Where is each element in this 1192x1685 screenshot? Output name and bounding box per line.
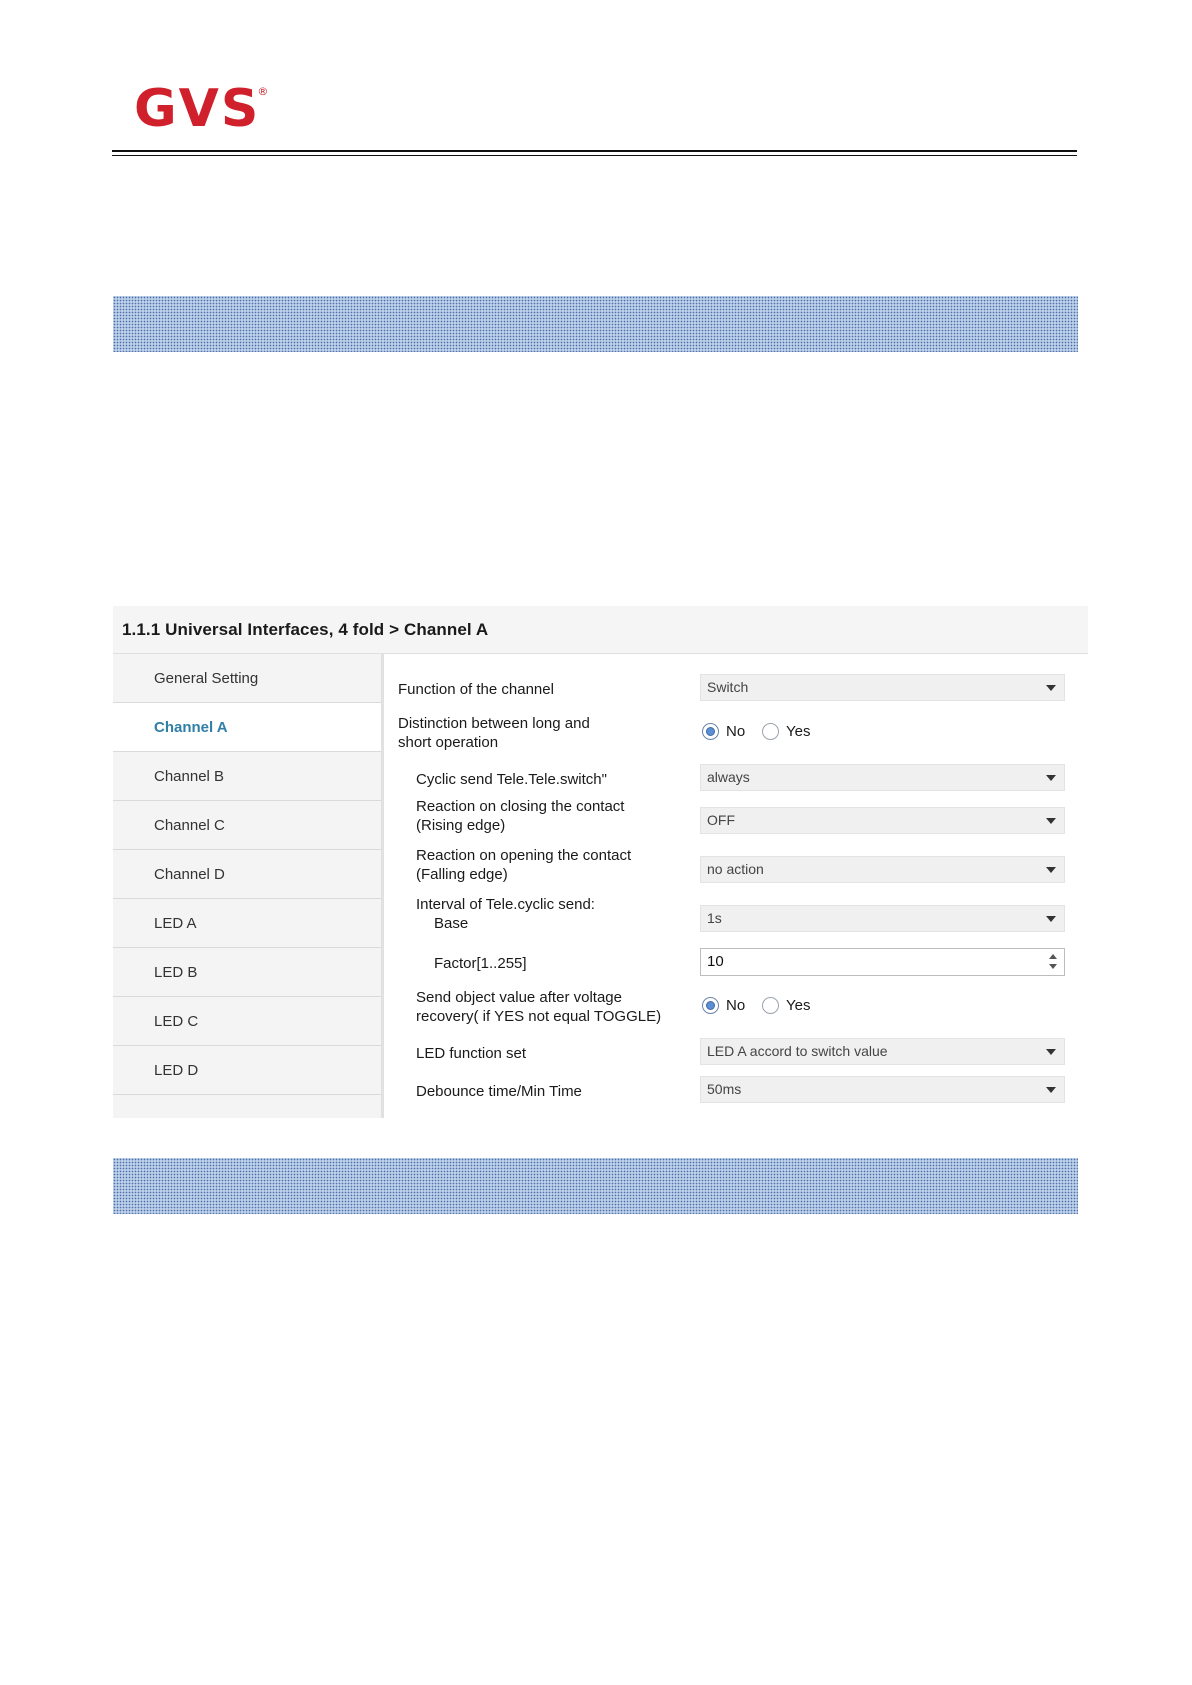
chevron-down-icon — [1046, 775, 1056, 781]
sidebar-item-channel-d[interactable]: Channel D — [113, 850, 381, 899]
radio-unselected-icon — [762, 723, 779, 740]
cyclic-send-label: Cyclic send Tele.Tele.switch" — [416, 771, 607, 788]
spinner — [1048, 952, 1058, 972]
send-after-recovery-line2: recovery( if YES not equal TOGGLE) — [416, 1008, 662, 1025]
section-heading-band — [113, 296, 1078, 352]
cyclic-send-value: always — [707, 769, 750, 785]
factor-value: 10 — [707, 953, 724, 970]
function-value: Switch — [707, 679, 749, 695]
radio-label-no: No — [726, 723, 746, 740]
distinction-label-line1: Distinction between long and — [398, 715, 590, 732]
debounce-label: Debounce time/Min Time — [416, 1083, 582, 1100]
interval-base-value: 1s — [707, 910, 722, 926]
chevron-down-icon — [1046, 916, 1056, 922]
interval-label-line1: Interval of Tele.cyclic send: — [416, 896, 595, 913]
interval-base-select[interactable] — [700, 905, 1065, 932]
radio-label-yes: Yes — [786, 723, 811, 740]
parameter-dialog — [113, 606, 1088, 1118]
radio-selected-icon — [702, 997, 719, 1014]
sidebar-item-led-b[interactable]: LED B — [113, 948, 381, 997]
closing-label — [416, 797, 624, 835]
chevron-down-icon — [1046, 1087, 1056, 1093]
debounce-value: 50ms — [707, 1081, 742, 1097]
spin-up-icon[interactable] — [1049, 954, 1057, 959]
cyclic-send-select[interactable] — [700, 764, 1065, 791]
header-rule-thick — [112, 150, 1077, 152]
sidebar-item-channel-c[interactable]: Channel C — [113, 801, 381, 850]
send-after-recovery-line1: Send object value after voltage — [416, 989, 622, 1006]
distinction-label-line2: short operation — [398, 734, 499, 751]
channel-sidebar — [113, 654, 384, 1118]
factor-label: Factor[1..255] — [434, 955, 527, 972]
sidebar-item-led-a[interactable]: LED A — [113, 899, 381, 948]
send-after-recovery-label — [416, 988, 661, 1026]
radio-label-no: No — [726, 997, 746, 1014]
chevron-down-icon — [1046, 685, 1056, 691]
sidebar-item-led-c[interactable]: LED C — [113, 997, 381, 1046]
opening-select[interactable] — [700, 856, 1065, 883]
closing-value: OFF — [707, 812, 735, 828]
sidebar-item-led-d[interactable]: LED D — [113, 1046, 381, 1095]
opening-label-line2: (Falling edge) — [416, 866, 508, 883]
led-function-value: LED A accord to switch value — [707, 1043, 888, 1059]
header-rule-thin — [112, 155, 1077, 156]
radio-selected-icon — [702, 723, 719, 740]
radio-label-yes: Yes — [786, 997, 811, 1014]
closing-select[interactable] — [700, 807, 1065, 834]
opening-label — [416, 846, 631, 884]
sidebar-item-channel-a[interactable]: Channel A — [113, 703, 381, 752]
led-function-select[interactable] — [700, 1038, 1065, 1065]
closing-label-line1: Reaction on closing the contact — [416, 798, 625, 815]
debounce-select[interactable] — [700, 1076, 1065, 1103]
registered-mark: ® — [257, 85, 271, 98]
function-label: Function of the channel — [398, 681, 554, 698]
interval-label — [416, 895, 595, 933]
spin-down-icon[interactable] — [1049, 964, 1057, 969]
closing-label-line2: (Rising edge) — [416, 817, 506, 834]
led-function-label: LED function set — [416, 1045, 527, 1062]
logo-text: GVS — [134, 79, 261, 139]
chevron-down-icon — [1046, 867, 1056, 873]
section-heading-band — [113, 1158, 1078, 1214]
parameter-panel — [384, 654, 1088, 1118]
factor-input[interactable] — [700, 948, 1065, 976]
opening-value: no action — [707, 861, 764, 877]
chevron-down-icon — [1046, 818, 1056, 824]
sidebar-item-channel-b[interactable]: Channel B — [113, 752, 381, 801]
chevron-down-icon — [1046, 1049, 1056, 1055]
gvs-logo — [134, 79, 271, 139]
function-select[interactable] — [700, 674, 1065, 701]
dialog-title: 1.1.1 Universal Interfaces, 4 fold > Channel A — [113, 606, 1088, 654]
sidebar-item-general-setting[interactable]: General Setting — [113, 654, 381, 703]
interval-label-line2: Base — [434, 915, 469, 932]
distinction-label — [398, 714, 590, 752]
radio-unselected-icon — [762, 997, 779, 1014]
opening-label-line1: Reaction on opening the contact — [416, 847, 632, 864]
